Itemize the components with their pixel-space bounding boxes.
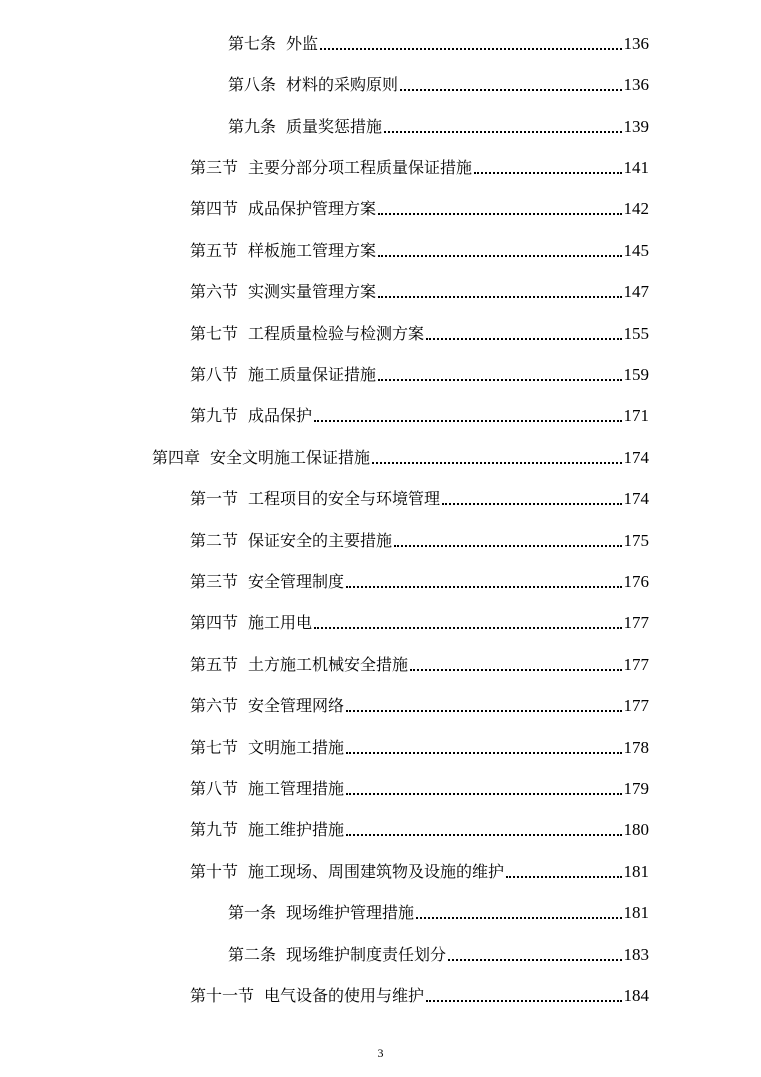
toc-dot-leader	[426, 338, 621, 340]
toc-entry-number: 第三节	[190, 158, 239, 177]
toc-entry-number: 第四节	[190, 613, 239, 632]
toc-entry-title: 保证安全的主要措施	[248, 531, 393, 550]
toc-entry-title: 成品保护	[248, 406, 313, 425]
toc-entry-title: 现场维护管理措施	[286, 903, 415, 922]
toc-entry	[228, 30, 649, 54]
toc-entry	[190, 692, 649, 716]
toc-dot-leader	[378, 213, 621, 215]
toc-entry-title: 成品保护管理方案	[248, 199, 377, 218]
toc-dot-leader	[416, 917, 621, 919]
toc-entry-number: 第九节	[190, 406, 239, 425]
toc-dot-leader	[320, 48, 621, 50]
toc-entry-page: 178	[623, 738, 649, 757]
toc-entry-page: 136	[623, 34, 649, 53]
toc-entry-page: 142	[623, 199, 649, 218]
toc-dot-leader	[372, 462, 621, 464]
toc-entry-number: 第七节	[190, 324, 239, 343]
toc-entry-page: 174	[623, 489, 649, 508]
toc-entry-number: 第六节	[190, 282, 239, 301]
toc-entry-page: 179	[623, 779, 649, 798]
toc-dot-leader	[474, 172, 621, 174]
toc-entry-title: 材料的采购原则	[286, 75, 399, 94]
toc-entry-number: 第七节	[190, 738, 239, 757]
toc-dot-leader	[346, 834, 621, 836]
toc-entry-title: 安全管理制度	[248, 572, 345, 591]
toc-entry	[190, 527, 649, 551]
toc-entry	[190, 195, 649, 219]
toc-entry-number: 第四节	[190, 199, 239, 218]
toc-dot-leader	[346, 752, 621, 754]
toc-entry-title: 施工用电	[248, 613, 313, 632]
toc-entry-page: 171	[623, 406, 649, 425]
toc-dot-leader	[394, 545, 621, 547]
toc-entry-title: 外监	[286, 34, 319, 53]
toc-entry-page: 183	[623, 945, 649, 964]
toc-dot-leader	[506, 876, 621, 878]
toc-entry-title: 工程项目的安全与环境管理	[248, 489, 441, 508]
toc-entry-page: 175	[623, 531, 649, 550]
toc-dot-leader	[314, 627, 621, 629]
toc-entry-title: 土方施工机械安全措施	[248, 655, 409, 674]
toc-entry-number: 第八节	[190, 365, 239, 384]
toc-entry-number: 第二条	[228, 945, 277, 964]
toc-entry-number: 第七条	[228, 34, 277, 53]
toc-dot-leader	[400, 89, 621, 91]
toc-dot-leader	[346, 793, 621, 795]
toc-entry-page: 159	[623, 365, 649, 384]
toc-entry-page: 177	[623, 613, 649, 632]
toc-entry	[190, 237, 649, 261]
toc-entry-page: 180	[623, 820, 649, 839]
toc-entry	[228, 899, 649, 923]
toc-dot-leader	[378, 379, 621, 381]
toc-entry-page: 177	[623, 696, 649, 715]
toc-entry	[190, 816, 649, 840]
toc-dot-leader	[410, 669, 621, 671]
toc-entry-number: 第一条	[228, 903, 277, 922]
toc-entry	[190, 320, 649, 344]
toc-entry-title: 质量奖惩措施	[286, 117, 383, 136]
toc-entry-number: 第四章	[152, 448, 201, 467]
toc-entry-number: 第十节	[190, 862, 239, 881]
toc-entry-page: 181	[623, 903, 649, 922]
toc-entry	[190, 154, 649, 178]
toc-entry-title: 施工现场、周围建筑物及设施的维护	[248, 862, 505, 881]
toc-entry-number: 第九节	[190, 820, 239, 839]
toc-entry-title: 实测实量管理方案	[248, 282, 377, 301]
toc-entry	[190, 278, 649, 302]
toc-entry-number: 第八条	[228, 75, 277, 94]
toc-entry	[190, 568, 649, 592]
toc-dot-leader	[346, 710, 621, 712]
toc-entry-page: 136	[623, 75, 649, 94]
toc-entry-page: 147	[623, 282, 649, 301]
toc-entry	[228, 113, 649, 137]
toc-entry	[228, 941, 649, 965]
toc-entry	[190, 651, 649, 675]
toc-entry	[190, 609, 649, 633]
toc-entry	[190, 485, 649, 509]
toc-entry	[190, 734, 649, 758]
toc-entry-page: 141	[623, 158, 649, 177]
toc-entry	[228, 71, 649, 95]
toc-dot-leader	[426, 1000, 621, 1002]
toc-entry-title: 工程质量检验与检测方案	[248, 324, 425, 343]
toc-entry-title: 施工管理措施	[248, 779, 345, 798]
toc-entry	[190, 775, 649, 799]
toc-entry-page: 184	[623, 986, 649, 1005]
toc-entry-title: 文明施工措施	[248, 738, 345, 757]
toc-dot-leader	[378, 296, 621, 298]
toc-dot-leader	[346, 586, 621, 588]
toc-entry-number: 第五节	[190, 241, 239, 260]
toc-entry-page: 174	[623, 448, 649, 467]
toc-entry-page: 181	[623, 862, 649, 881]
toc-dot-leader	[314, 420, 621, 422]
toc-entry-title: 现场维护制度责任划分	[286, 945, 447, 964]
toc-entry-number: 第二节	[190, 531, 239, 550]
toc-entry-number: 第十一节	[190, 986, 255, 1005]
toc-dot-leader	[448, 959, 621, 961]
toc-dot-leader	[378, 255, 621, 257]
toc-entry-page: 155	[623, 324, 649, 343]
toc-entry-title: 样板施工管理方案	[248, 241, 377, 260]
toc-entry-title: 安全管理网络	[248, 696, 345, 715]
toc-entry-title: 电气设备的使用与维护	[264, 986, 425, 1005]
toc-entry-number: 第一节	[190, 489, 239, 508]
toc-entry	[152, 444, 649, 468]
toc-entry-page: 139	[623, 117, 649, 136]
toc-entry	[190, 982, 649, 1006]
toc-entry-number: 第六节	[190, 696, 239, 715]
toc-dot-leader	[384, 131, 621, 133]
toc-entry-title: 施工维护措施	[248, 820, 345, 839]
toc-entry	[190, 361, 649, 385]
toc-entry-page: 177	[623, 655, 649, 674]
toc-entry	[190, 402, 649, 426]
toc-entry-number: 第八节	[190, 779, 239, 798]
toc-entry-number: 第五节	[190, 655, 239, 674]
toc-entry-number: 第三节	[190, 572, 239, 591]
toc-entry-number: 第九条	[228, 117, 277, 136]
toc-entry-title: 安全文明施工保证措施	[210, 448, 371, 467]
toc-entry-title: 主要分部分项工程质量保证措施	[248, 158, 473, 177]
toc-entry-page: 145	[623, 241, 649, 260]
toc-entry	[190, 858, 649, 882]
toc-entry-title: 施工质量保证措施	[248, 365, 377, 384]
page-number: 3	[377, 1046, 384, 1060]
toc-entry-page: 176	[623, 572, 649, 591]
toc-dot-leader	[442, 503, 621, 505]
